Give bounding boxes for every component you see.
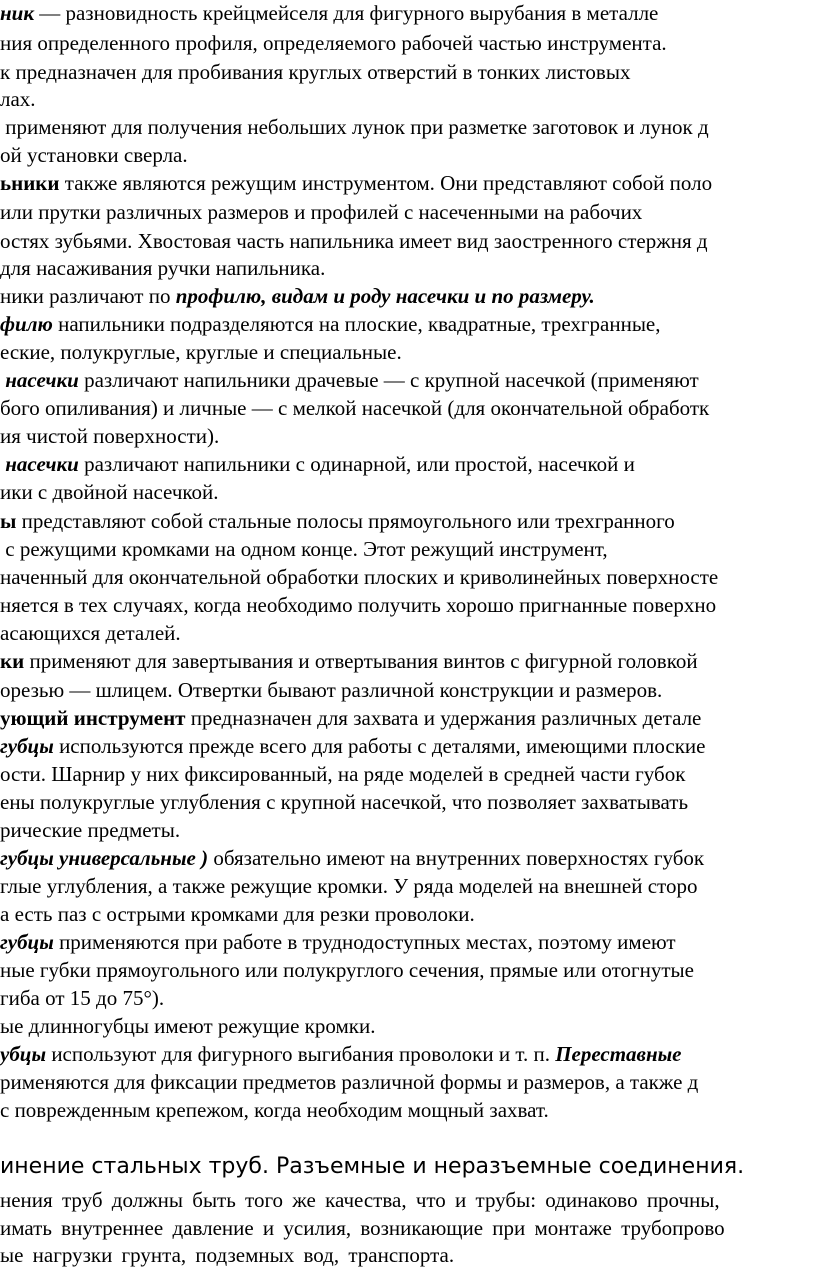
text-line bbox=[0, 677, 662, 703]
text-run: а есть паз с острыми кромками для резки проволоки. bbox=[0, 902, 475, 926]
section-heading: инение стальных труб. Разъемные и неразъемные соединения. bbox=[0, 1154, 745, 1179]
text-line bbox=[0, 367, 699, 393]
text-run: орезью — шлицем. Отвертки бывают различной конструкции и размеров. bbox=[0, 678, 663, 702]
text-line bbox=[0, 620, 181, 646]
text-line bbox=[0, 283, 595, 309]
text-run: с режущими кромками на одном конце. Этот режущий инструмент, bbox=[0, 537, 608, 561]
text-run: — разновидность крейцмейселя для фигурного вырубания в металле bbox=[33, 1, 659, 25]
text-line bbox=[0, 817, 180, 843]
text-run: ия чистой поверхности). bbox=[0, 424, 220, 448]
text-run: няется в тех случаях, когда необходимо получить хорошо пригнанные поверхно bbox=[0, 593, 717, 617]
tail-line-1: нения труб должны быть того же качества, что и трубы: одинаково прочны, bbox=[0, 1188, 720, 1212]
text-line bbox=[0, 1097, 549, 1123]
text-line bbox=[0, 255, 325, 281]
text-line bbox=[0, 1013, 375, 1039]
text-line bbox=[0, 1069, 698, 1095]
text-line bbox=[0, 339, 402, 365]
emphasized-text: насечки bbox=[0, 452, 79, 476]
text-run: применяют для получения небольших лунок при разметке заготовок и лунок д bbox=[0, 115, 709, 139]
tail-line-3: ые нагрузки грунта, подземных вод, транспорта. bbox=[0, 1243, 455, 1267]
text-line bbox=[0, 705, 701, 731]
text-line bbox=[0, 985, 164, 1011]
text-run: ники различают по bbox=[0, 284, 176, 308]
text-run: используют для фигурного выгибания проволоки и т. п. bbox=[46, 1042, 556, 1066]
text-line bbox=[0, 199, 642, 225]
text-line bbox=[0, 789, 688, 815]
text-line bbox=[0, 733, 706, 759]
text-line bbox=[0, 873, 697, 899]
text-run: рические предметы. bbox=[0, 818, 181, 842]
text-run: наченный для окончательной обработки плоских и криволинейных поверхносте bbox=[0, 565, 719, 589]
text-line bbox=[0, 30, 667, 56]
emphasized-text: ующий инструмент bbox=[0, 706, 186, 730]
tail-line-2: имать внутреннее давление и усилия, возникающие при монтаже трубопрово bbox=[0, 1216, 725, 1240]
text-run: предназначен для захвата и удержания различных детале bbox=[185, 706, 702, 730]
text-line bbox=[0, 142, 188, 168]
emphasized-text: ы bbox=[0, 509, 17, 533]
text-run: ости. Шарнир у них фиксированный, на ряде моделей в средней части губок bbox=[0, 762, 686, 786]
text-line bbox=[0, 86, 36, 112]
text-run: с поврежденным крепежом, когда необходим мощный захват. bbox=[0, 1098, 549, 1122]
text-line bbox=[0, 228, 708, 254]
emphasized-text: Переставные bbox=[555, 1042, 682, 1066]
emphasized-text: профилю, видам и роду насечки и по размеру. bbox=[175, 284, 595, 308]
text-run: бого опиливания) и личные — с мелкой насечкой (для окончательной обработк bbox=[0, 396, 710, 420]
text-run: для насаживания ручки напильника. bbox=[0, 256, 326, 280]
text-line bbox=[0, 761, 685, 787]
emphasized-text: губцы универсальные ) bbox=[0, 846, 209, 870]
text-line bbox=[0, 536, 608, 562]
text-line bbox=[0, 845, 704, 871]
text-run: различают напильники с одинарной, или простой, насечкой и bbox=[78, 452, 635, 476]
text-run: лах. bbox=[0, 87, 36, 111]
text-run: глые углубления, а также режущие кромки. У ряда моделей на внешней сторо bbox=[0, 874, 698, 898]
emphasized-text: губцы bbox=[0, 930, 54, 954]
text-run: напильники подразделяются на плоские, квадратные, трехгранные, bbox=[52, 312, 661, 336]
text-line bbox=[0, 508, 675, 534]
text-line bbox=[0, 170, 712, 196]
text-line bbox=[0, 59, 630, 85]
text-line bbox=[0, 114, 709, 140]
text-line bbox=[0, 479, 219, 505]
text-run: различают напильники драчевые — с крупной насечкой (применяют bbox=[78, 368, 699, 392]
text-run: применяются при работе в труднодоступных местах, поэтому имеют bbox=[53, 930, 676, 954]
emphasized-text: губцы bbox=[0, 734, 54, 758]
text-run: представляют собой стальные полосы прямоугольного или трехгранного bbox=[16, 509, 675, 533]
text-line bbox=[0, 592, 716, 618]
text-line bbox=[0, 311, 661, 337]
emphasized-text: ник bbox=[0, 1, 34, 25]
emphasized-text: филю bbox=[0, 312, 53, 336]
text-run: ные губки прямоугольного или полукруглого сечения, прямые или отогнутые bbox=[0, 958, 694, 982]
text-run: остях зубьями. Хвостовая часть напильника имеет вид заостренного стержня д bbox=[0, 229, 708, 253]
text-line bbox=[0, 0, 658, 26]
text-run: обязательно имеют на внутренних поверхностях губок bbox=[208, 846, 705, 870]
emphasized-text: насечки bbox=[0, 368, 79, 392]
text-line bbox=[0, 423, 219, 449]
emphasized-text: убцы bbox=[0, 1042, 47, 1066]
text-line bbox=[0, 648, 698, 674]
text-run: или прутки различных размеров и профилей с насеченными на рабочих bbox=[0, 200, 643, 224]
text-line bbox=[0, 929, 676, 955]
text-line bbox=[0, 901, 475, 927]
text-line bbox=[0, 957, 694, 983]
text-run: гиба от 15 до 75°). bbox=[0, 986, 165, 1010]
text-run: еские, полукруглые, круглые и специальные. bbox=[0, 340, 402, 364]
text-line bbox=[0, 395, 709, 421]
text-run: ены полукруглые углубления с крупной насечкой, что позволяет захватывать bbox=[0, 790, 689, 814]
text-line bbox=[0, 1041, 682, 1067]
text-run: применяют для завертывания и отвертывания винтов с фигурной головкой bbox=[24, 649, 698, 673]
text-run: ой установки сверла. bbox=[0, 143, 188, 167]
text-run: асающихся деталей. bbox=[0, 621, 181, 645]
text-run: ния определенного профиля, определяемого рабочей частью инструмента. bbox=[0, 31, 667, 55]
text-run: рименяются для фиксации предметов различной формы и размеров, а также д bbox=[0, 1070, 699, 1094]
text-run: ые длинногубцы имеют режущие кромки. bbox=[0, 1014, 376, 1038]
text-run: к предназначен для пробивания круглых отверстий в тонких листовых bbox=[0, 60, 631, 84]
emphasized-text: ьники bbox=[0, 171, 60, 195]
emphasized-text: ки bbox=[0, 649, 25, 673]
text-line bbox=[0, 564, 718, 590]
text-line bbox=[0, 451, 635, 477]
text-run: ики с двойной насечкой. bbox=[0, 480, 219, 504]
text-run: используются прежде всего для работы с деталями, имеющими плоские bbox=[53, 734, 706, 758]
text-run: также являются режущим инструментом. Они представляют собой поло bbox=[59, 171, 713, 195]
